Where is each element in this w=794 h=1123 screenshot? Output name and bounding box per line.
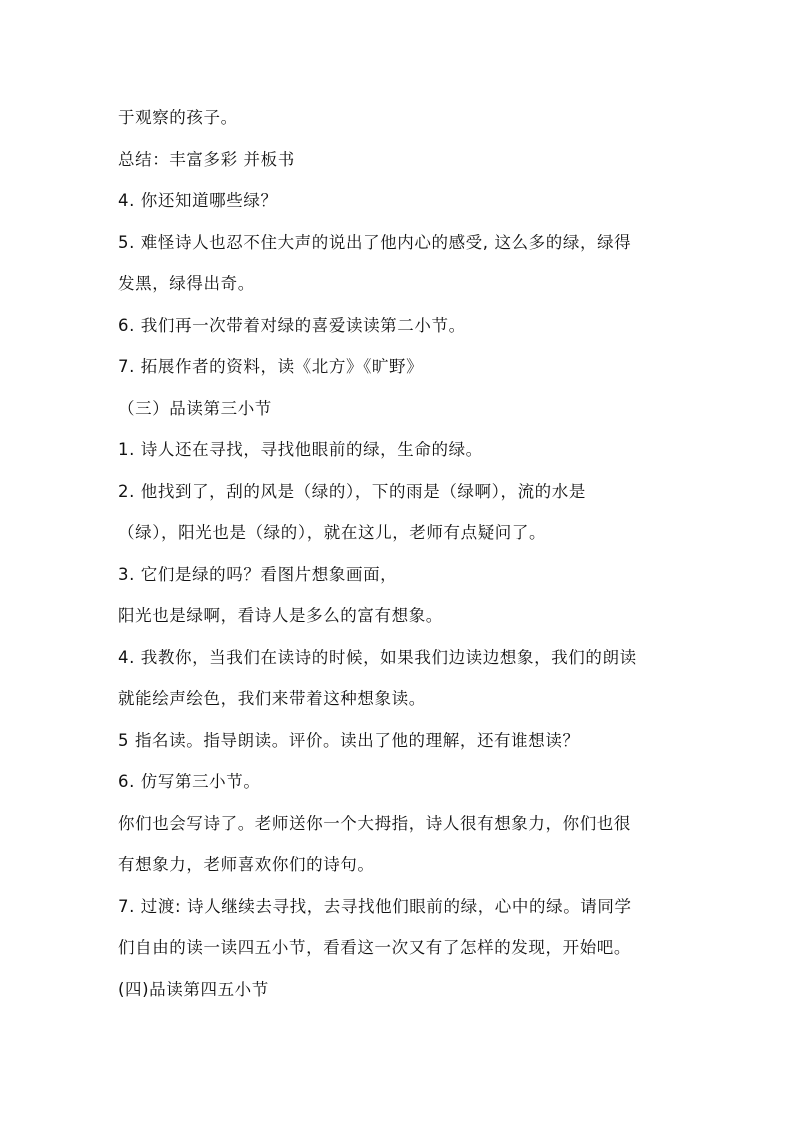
text-line: （绿），阳光也是（绿的），就在这儿，老师有点疑问了。 xyxy=(118,523,547,542)
text-line: 2. 他找到了，刮的风是（绿的），下的雨是（绿啊），流的水是 xyxy=(118,481,586,501)
text-line: 于观察的孩子。 xyxy=(118,108,238,127)
text-line: 5 指名读。指导朗读。评价。读出了他的理解，还有谁想读？ xyxy=(118,730,580,750)
text-line: 5. 难怪诗人也忍不住大声的说出了他内心的感受, 这么多的绿，绿得 xyxy=(118,232,632,252)
text-line: 总结：丰富多彩 并板书 xyxy=(118,149,295,169)
document-body xyxy=(118,102,678,1015)
section-heading: (四)品读第四五小节 xyxy=(118,979,269,999)
text-line: 7. 拓展作者的资料，读《北方》《旷野》 xyxy=(118,357,424,376)
text-line: 你们也会写诗了。老师送你一个大拇指，诗人很有想象力，你们也很 xyxy=(118,813,631,833)
text-line: 有想象力，老师喜欢你们的诗句。 xyxy=(118,855,375,874)
text-line: 6. 仿写第三小节。 xyxy=(118,772,261,791)
text-line: 7. 过渡: 诗人继续去寻找，去寻找他们眼前的绿，心中的绿。请同学 xyxy=(118,896,632,916)
text-line: 阳光也是绿啊，看诗人是多么的富有想象。 xyxy=(118,606,443,625)
text-line: 1. 诗人还在寻找，寻找他眼前的绿，生命的绿。 xyxy=(118,440,483,459)
text-line: 就能绘声绘色，我们来带着这种想象读。 xyxy=(118,689,426,708)
text-line: 们自由的读一读四五小节，看看这一次又有了怎样的发现，开始吧。 xyxy=(118,938,631,957)
text-line: 4. 你还知道哪些绿？ xyxy=(118,191,278,210)
text-line: 4. 我教你，当我们在读诗的时候，如果我们边读边想象，我们的朗读 xyxy=(118,647,637,667)
text-line: 6. 我们再一次带着对绿的喜爱读读第二小节。 xyxy=(118,315,466,335)
text-line: 3. 它们是绿的吗？看图片想象画面， xyxy=(118,564,398,584)
text-line: 发黑，绿得出奇。 xyxy=(118,274,255,293)
section-heading: （三）品读第三小节 xyxy=(118,398,272,418)
